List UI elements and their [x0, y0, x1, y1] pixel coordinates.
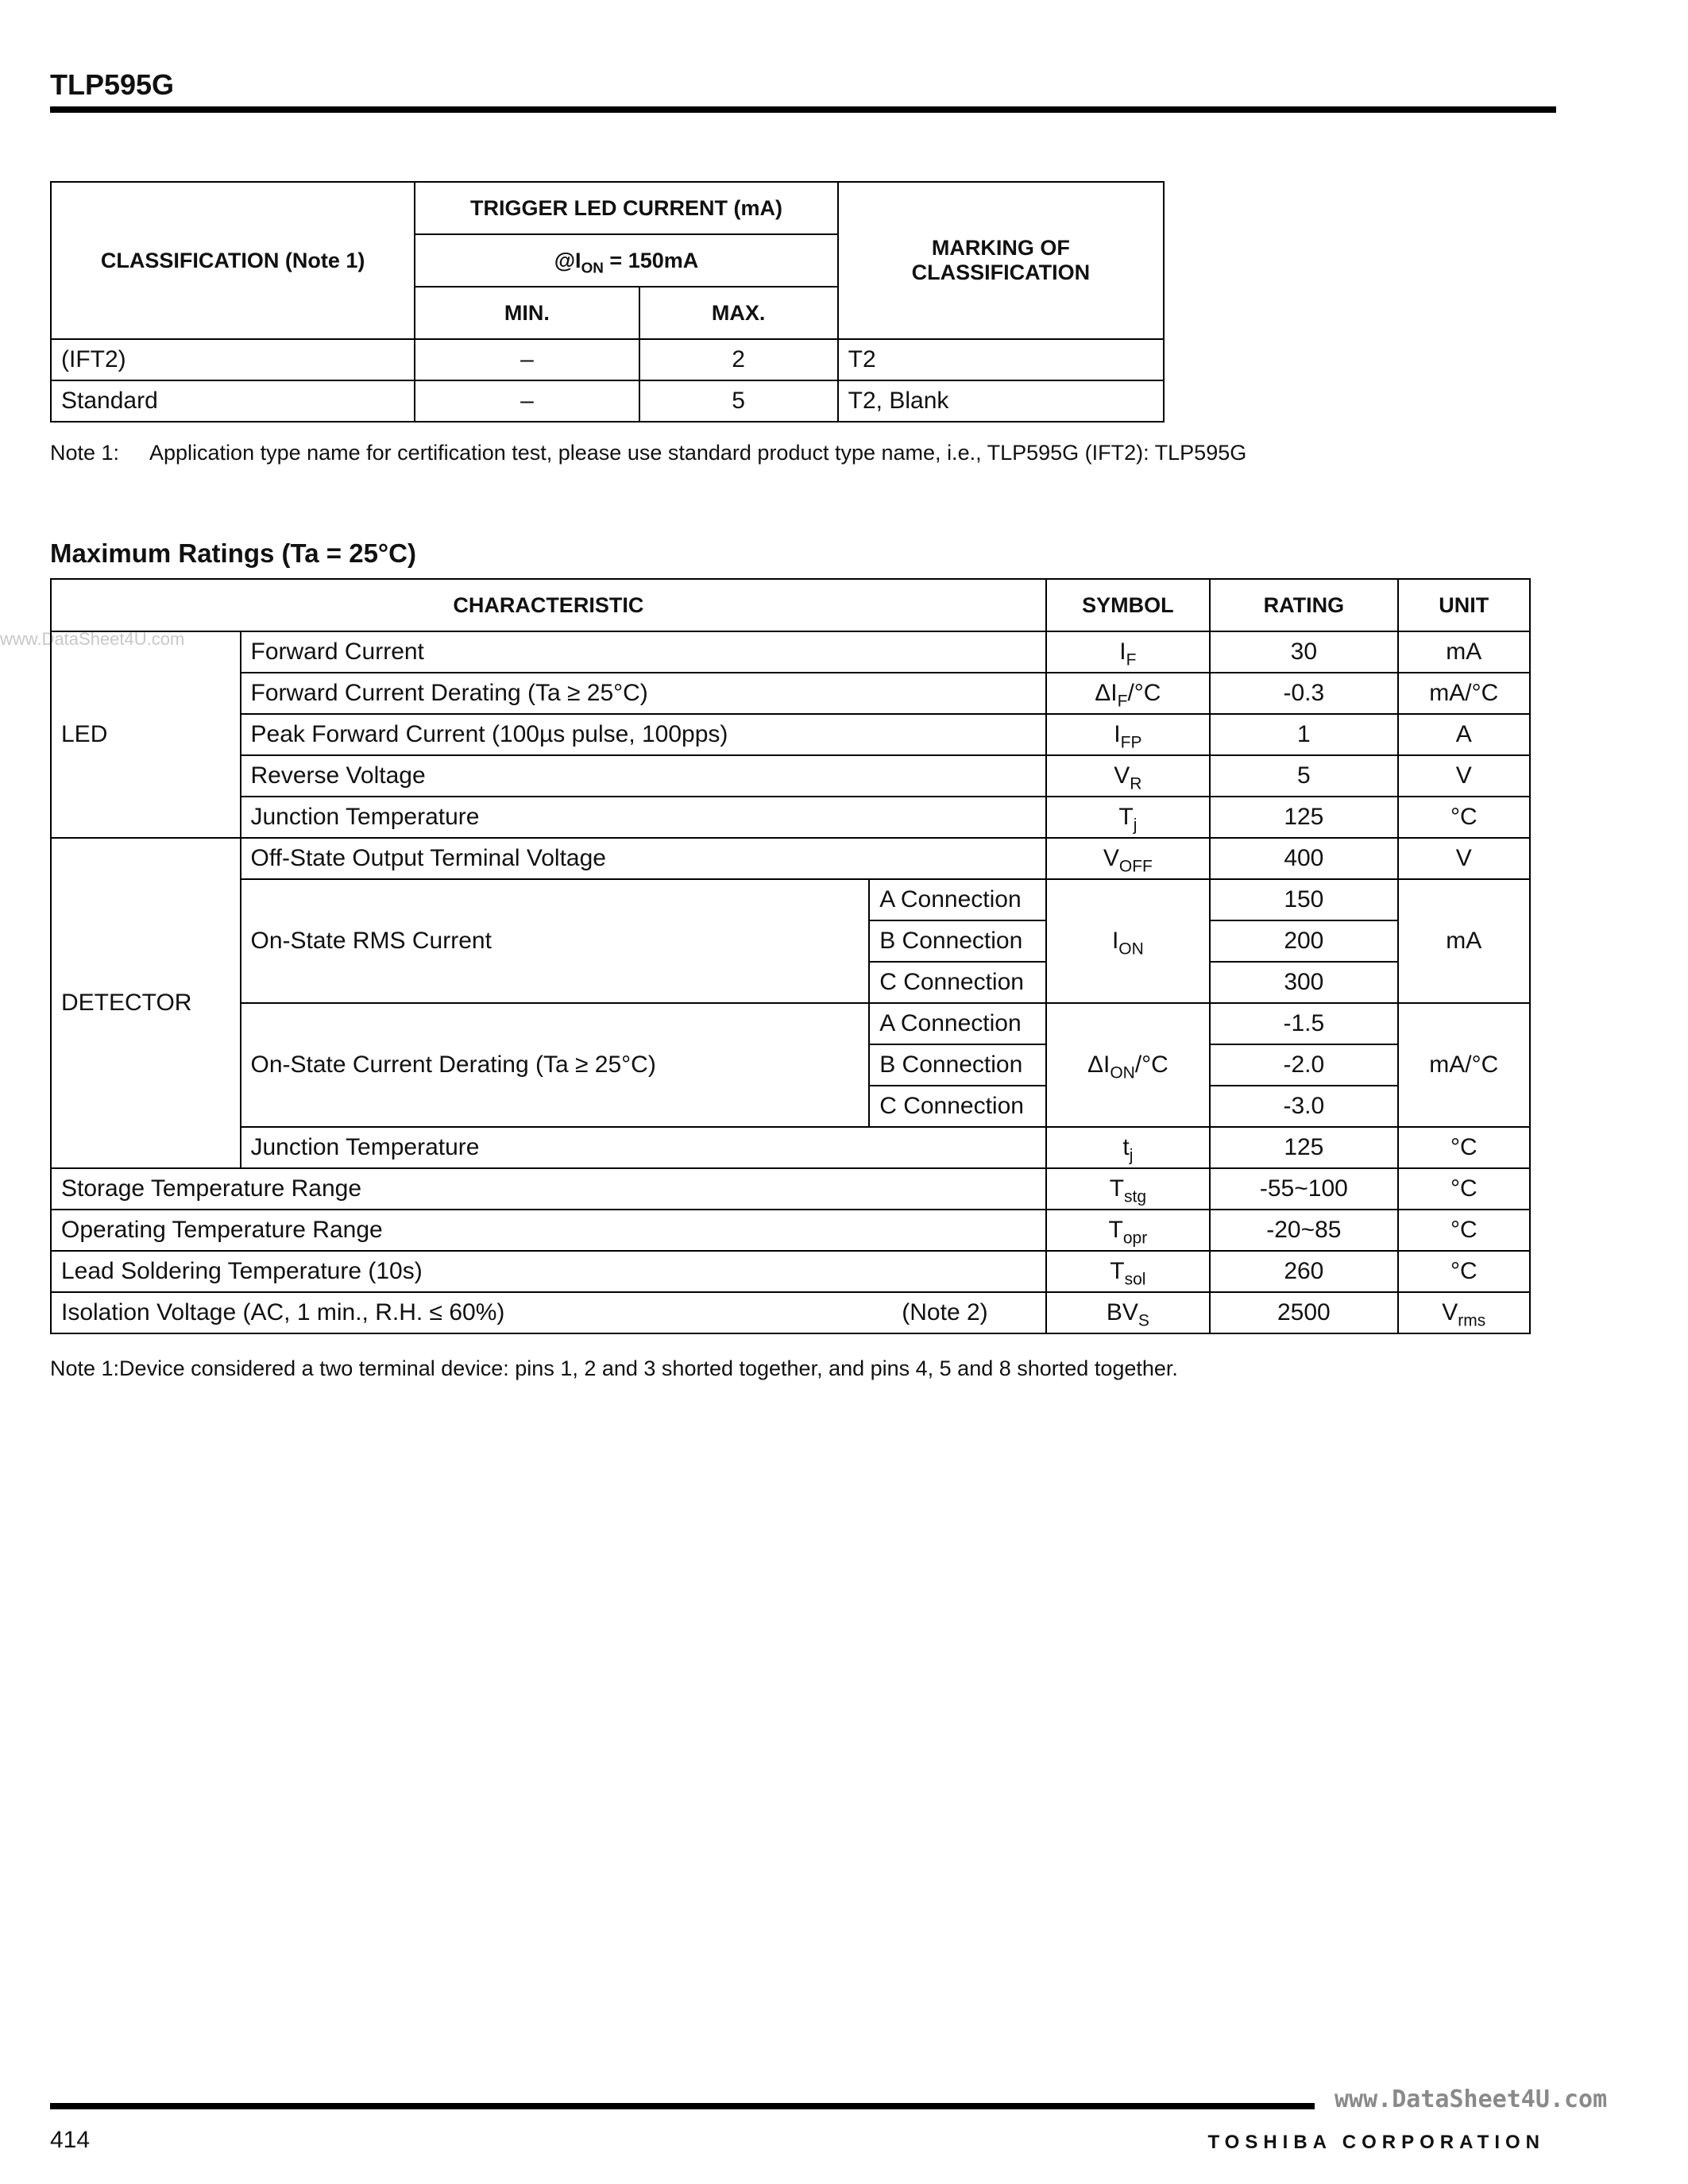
symbol-cell: $BV_S$	[1046, 1292, 1210, 1333]
table-row: On-State RMS Current A Connection $I_{ON}$ 150 mA	[51, 879, 1530, 920]
table-row: Forward Current Derating (Ta ≥ 25°C) $\Delta I_F/^\circ C$ -0.3 mA/°C	[51, 673, 1530, 714]
table-row: C Connection -3.0	[51, 1086, 1530, 1127]
table-row: B Connection 200	[51, 920, 1530, 962]
footer-rule	[50, 2103, 1315, 2109]
table-row: Peak Forward Current (100µs pulse, 100pps) $I_{FP}$ 1 A	[51, 714, 1530, 755]
note-2: Note 1:Device considered a two terminal device: pins 1, 2 and 3 shorted together, and pins 4, 5 and 8 shorted together.	[50, 1356, 1178, 1380]
classification-header: CLASSIFICATION (Note 1)	[51, 182, 415, 339]
table-row: Storage Temperature Range $T_{stg}$ -55~100 °C	[51, 1168, 1530, 1210]
symbol-cell: $T_{stg}$	[1046, 1168, 1210, 1210]
condition-header: $@I_{ON} = 150mA$	[415, 234, 837, 287]
page-number: 414	[50, 2127, 91, 2153]
symbol-header: SYMBOL	[1046, 579, 1210, 631]
marking-header	[838, 182, 1164, 339]
characteristic-header: CHARACTERISTIC	[51, 579, 1046, 631]
symbol-cell: $V_R$	[1046, 755, 1210, 797]
unit-cell: $V_{rms}$	[1398, 1292, 1530, 1333]
page-title: TLP595G	[50, 68, 175, 101]
table-row: Isolation Voltage (AC, 1 min., R.H. ≤ 60%) (Note 2) $BV_S$ 2500 $V_{rms}$	[51, 1292, 1530, 1333]
table-row: B Connection -2.0	[51, 1044, 1530, 1086]
corporation-name: TOSHIBA CORPORATION	[1207, 2132, 1545, 2153]
table-row: Lead Soldering Temperature (10s) $T_{sol}$ 260 °C	[51, 1251, 1530, 1292]
rating-header: RATING	[1210, 579, 1398, 631]
table-row: LED Forward Current $I_F$ 30 mA	[51, 631, 1530, 673]
table-row: (IFT2) – 2 T2	[51, 339, 1164, 380]
symbol-cell: $I_{ON}$	[1046, 879, 1210, 1003]
side-watermark: www.DataSheet4U.com	[0, 629, 185, 649]
footer-watermark: www.DataSheet4U.com	[1335, 2086, 1608, 2113]
max-header: MAX.	[639, 287, 838, 339]
symbol-cell: $V_{OFF}$	[1046, 838, 1210, 879]
trigger-header: TRIGGER LED CURRENT (mA)	[415, 182, 837, 234]
table-row: Standard – 5 T2, Blank	[51, 380, 1164, 422]
table-row: On-State Current Derating (Ta ≥ 25°C) A Connection $\Delta I_{ON}/^\circ C$ -1.5 mA/°C	[51, 1003, 1530, 1044]
table-row: C Connection 300	[51, 962, 1530, 1003]
maximum-ratings-table	[50, 578, 1531, 1334]
symbol-cell: $I_F$	[1046, 631, 1210, 673]
header-rule	[50, 106, 1556, 113]
symbol-cell: $T_j$	[1046, 797, 1210, 838]
unit-header: UNIT	[1398, 579, 1530, 631]
note-1-label: Note 1:	[50, 441, 120, 465]
table-row: Junction Temperature $t_j$ 125 °C	[51, 1127, 1530, 1168]
symbol-cell: $T_{opr}$	[1046, 1210, 1210, 1251]
symbol-cell: $t_j$	[1046, 1127, 1210, 1168]
note-1	[50, 441, 1246, 465]
symbol-cell: $\Delta I_F/^\circ C$	[1046, 673, 1210, 714]
note-1-text: Application type name for certification test, please use standard product type name, i.e., TLP595G (IFT2): TLP595G	[149, 441, 1247, 465]
symbol-cell: $\Delta I_{ON}/^\circ C$	[1046, 1003, 1210, 1127]
category-detector: DETECTOR	[51, 838, 241, 1168]
table-row: Reverse Voltage $V_R$ 5 V	[51, 755, 1530, 797]
marking-header-line1: MARKING OF	[931, 236, 1070, 260]
table-row: Junction Temperature $T_j$ 125 °C	[51, 797, 1530, 838]
min-header: MIN.	[415, 287, 639, 339]
table-row: DETECTOR Off-State Output Terminal Voltage $V_{OFF}$ 400 V	[51, 838, 1530, 879]
section-title: Maximum Ratings (Ta = 25°C)	[50, 538, 416, 568]
classification-table	[50, 181, 1165, 423]
table-row: Operating Temperature Range $T_{opr}$ -20~85 °C	[51, 1210, 1530, 1251]
marking-header-line2: CLASSIFICATION	[911, 260, 1091, 284]
category-led: LED	[51, 631, 241, 838]
symbol-cell: $I_{FP}$	[1046, 714, 1210, 755]
symbol-cell: $T_{sol}$	[1046, 1251, 1210, 1292]
note-2-ref: (Note 2)	[902, 1299, 988, 1325]
